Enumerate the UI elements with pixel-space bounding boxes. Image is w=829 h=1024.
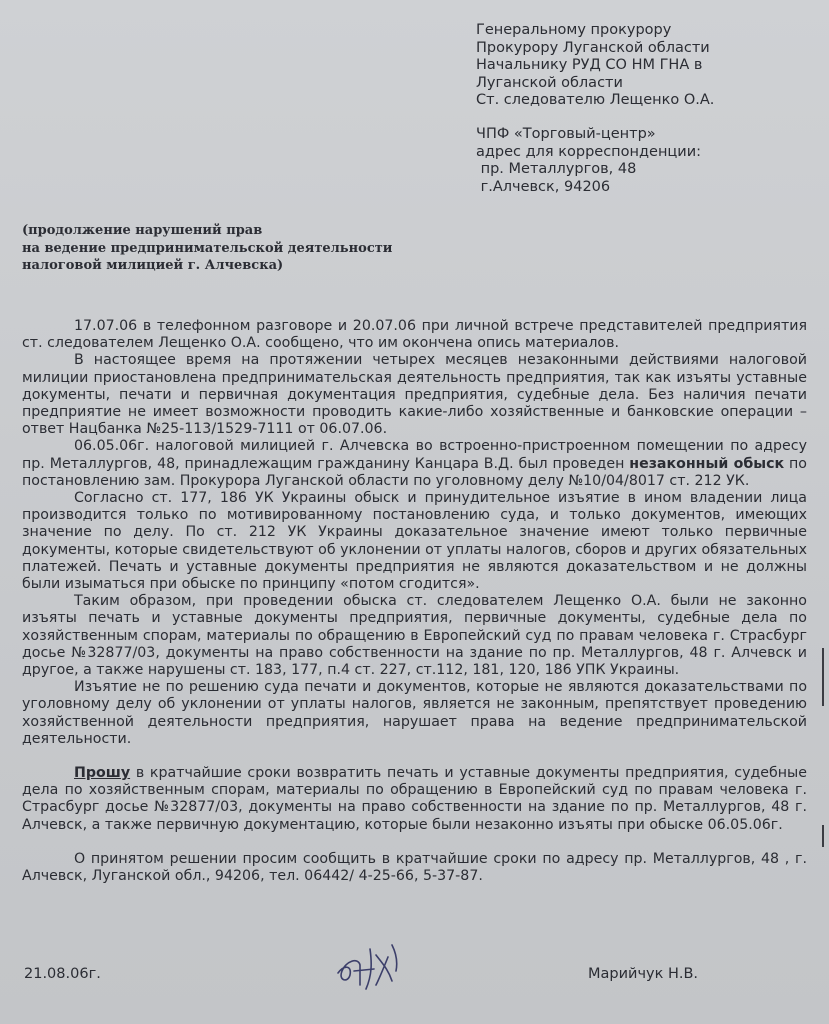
scan-artifact: [822, 648, 824, 706]
emphasis-text: Прошу: [74, 765, 131, 782]
addressee-line: Генеральному прокурору: [476, 22, 672, 38]
signature-image: [330, 935, 420, 995]
sender-line: адрес для корреспонденции:: [476, 143, 702, 160]
subject-line: на ведение предпринимательской деятельности: [22, 240, 393, 256]
sender-line: пр. Металлургов, 48: [476, 161, 637, 177]
request-paragraph: [22, 765, 807, 834]
paragraph: Таким образом, при проведении обыска ст. следователем Лещенко О.А. были не законно изъяты печать и уставные документы предприятия, первичные документы, судебные дела по хозяйственным спорам, материалы по обращению в Европейский суд по правам человека г. Страсбург досье №32877/03, документы на право собственности на здание по пр. Металлургов, 48 г. Алчевск и другое, а также нарушены ст. 183, 177, п.4 ст. 227, ст.112, 181, 120, 186 УПК Украины.: [22, 593, 807, 679]
addressee-line: Луганской области: [476, 74, 623, 91]
emphasis-text: незаконный обыск: [629, 455, 785, 472]
paragraph-text: в кратчайшие сроки возвратить печать и уставные документы предприятия, судебные дела по хозяйственным спорам, материалы по обращению в Европейский суд по правам человека г. Страсбург досье №32877/03, документы на право собственности на здание по пр. Металлургов, 48 г. Алчевск, а также первичную документацию, которые были незаконно изъяты при обыске 06.05.06г.: [22, 765, 807, 833]
paragraph: [22, 438, 807, 490]
addressee-line: Начальнику РУД СО НМ ГНА в: [476, 57, 703, 73]
subject-line: налоговой милицией г. Алчевска): [22, 258, 284, 273]
letter-body: [22, 318, 807, 885]
subject-heading: [22, 222, 482, 275]
paragraph: В настоящее время на протяжении четырех месяцев незаконными действиями налоговой милиции приостановлена предпринимательская деятельность предприятия, так как изъяты уставные документы, печати и первичная документация предприятия, судебные дела. Без наличия печати предприятие не имеет возможности проводить какие-либо хозяйственные и банковские операции – ответ Нацбанка №25-113/1529-7111 от 06.07.06.: [22, 352, 807, 438]
subject-line: (продолжение нарушений прав: [22, 223, 263, 238]
paragraph-text: по постановлению зам. Прокурора Луганской области по уголовному делу №10/04/8017 ст. 212 УК.: [22, 455, 807, 489]
paragraph-text: 06.05.06г. налоговой милицией г. Алчевска во встроенно-пристроенном помещении по адресу пр. Металлургов, 48, принадлежащим гражданину Канцара В.Д. был проведен: [22, 438, 807, 472]
paragraph: О принятом решении просим сообщить в кратчайшие сроки по адресу пр. Металлургов, 48 , г. Алчевск, Луганской обл., 94206, тел. 06442/ 4-25-66, 5-37-87.: [22, 850, 807, 885]
paragraph: 17.07.06 в телефонном разговоре и 20.07.06 при личной встрече представителей предприятия ст. следователем Лещенко О.А. сообщено, что им окончена опись материалов.: [22, 318, 807, 352]
paragraph: Согласно ст. 177, 186 УК Украины обыск и принудительное изъятие в ином владении лица производится только по мотивированному постановлению суда, и только документов, имеющих значение по делу. По ст. 212 УК Украины доказательное значение имеют только первичные документы, которые свидетельствуют об уклонении от уплаты налогов, сборов и других обязательных платежей. Печать и уставные документы предприятия не являются доказательством и не должны были изыматься при обыске по принципу «потом сгодится».: [22, 490, 807, 593]
addressee-line: Ст. следователю Лещенко О.А.: [476, 92, 715, 108]
sender-line: ЧПФ «Торговый-центр»: [476, 126, 656, 142]
addressee-block: [476, 22, 806, 110]
signatory-name: Марийчук Н.В.: [588, 966, 699, 982]
letter-date: 21.08.06г.: [24, 966, 101, 982]
addressee-line: Прокурору Луганской области: [476, 39, 710, 56]
scan-artifact: [822, 825, 824, 847]
paragraph: Изъятие не по решению суда печати и документов, которые не являются доказательствами по уголовному делу об уклонении от уплаты налогов, является не законным, препятствует проведению хозяйственной деятельности предприятия, нарушает права на ведение предпринимательской деятельности.: [22, 679, 807, 747]
sender-line: г.Алчевск, 94206: [476, 178, 611, 195]
sender-block: [476, 126, 806, 196]
